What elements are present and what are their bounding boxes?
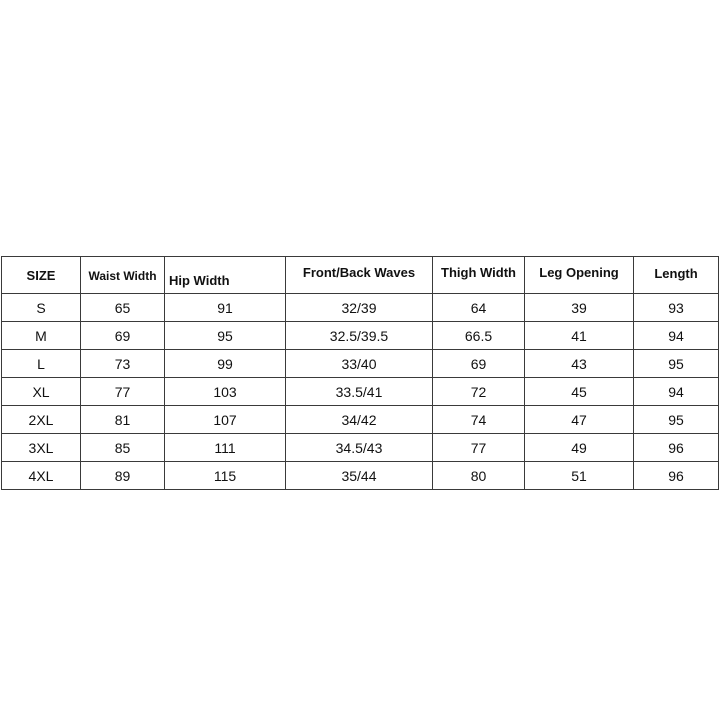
cell-leg-opening: 43 xyxy=(525,350,634,378)
cell-thigh-width: 69 xyxy=(433,350,525,378)
cell-length: 94 xyxy=(634,378,719,406)
cell-thigh-width: 66.5 xyxy=(433,322,525,350)
cell-length: 93 xyxy=(634,294,719,322)
cell-front-back-waves: 34.5/43 xyxy=(286,434,433,462)
cell-leg-opening: 41 xyxy=(525,322,634,350)
cell-hip-width: 91 xyxy=(165,294,286,322)
cell-size: 2XL xyxy=(2,406,81,434)
cell-front-back-waves: 33/40 xyxy=(286,350,433,378)
cell-size: XL xyxy=(2,378,81,406)
cell-length: 96 xyxy=(634,462,719,490)
cell-waist-width: 77 xyxy=(81,378,165,406)
cell-leg-opening: 51 xyxy=(525,462,634,490)
cell-length: 96 xyxy=(634,434,719,462)
cell-size: 4XL xyxy=(2,462,81,490)
cell-length: 94 xyxy=(634,322,719,350)
cell-waist-width: 65 xyxy=(81,294,165,322)
cell-waist-width: 85 xyxy=(81,434,165,462)
cell-hip-width: 99 xyxy=(165,350,286,378)
cell-hip-width: 111 xyxy=(165,434,286,462)
header-hip-width: Hip Width xyxy=(165,257,286,294)
table-row xyxy=(2,322,719,350)
table-row xyxy=(2,406,719,434)
cell-thigh-width: 72 xyxy=(433,378,525,406)
cell-thigh-width: 77 xyxy=(433,434,525,462)
cell-waist-width: 89 xyxy=(81,462,165,490)
size-chart-table xyxy=(1,256,719,490)
table-row xyxy=(2,434,719,462)
cell-hip-width: 95 xyxy=(165,322,286,350)
cell-size: S xyxy=(2,294,81,322)
cell-hip-width: 103 xyxy=(165,378,286,406)
table-row xyxy=(2,462,719,490)
cell-thigh-width: 80 xyxy=(433,462,525,490)
table-row xyxy=(2,378,719,406)
header-size: SIZE xyxy=(2,257,81,294)
cell-size: M xyxy=(2,322,81,350)
header-front-back-waves: Front/Back Waves xyxy=(286,257,433,294)
cell-size: L xyxy=(2,350,81,378)
header-leg-opening: Leg Opening xyxy=(525,257,634,294)
cell-front-back-waves: 32.5/39.5 xyxy=(286,322,433,350)
cell-waist-width: 69 xyxy=(81,322,165,350)
header-waist-width: Waist Width xyxy=(81,257,165,294)
cell-front-back-waves: 33.5/41 xyxy=(286,378,433,406)
cell-thigh-width: 64 xyxy=(433,294,525,322)
cell-size: 3XL xyxy=(2,434,81,462)
cell-leg-opening: 39 xyxy=(525,294,634,322)
size-chart-body xyxy=(2,257,719,490)
cell-leg-opening: 45 xyxy=(525,378,634,406)
header-thigh-width: Thigh Width xyxy=(433,257,525,294)
cell-leg-opening: 49 xyxy=(525,434,634,462)
table-row xyxy=(2,350,719,378)
cell-length: 95 xyxy=(634,350,719,378)
cell-waist-width: 73 xyxy=(81,350,165,378)
cell-thigh-width: 74 xyxy=(433,406,525,434)
cell-front-back-waves: 34/42 xyxy=(286,406,433,434)
cell-waist-width: 81 xyxy=(81,406,165,434)
header-length: Length xyxy=(634,257,719,294)
cell-hip-width: 107 xyxy=(165,406,286,434)
header-row xyxy=(2,257,719,294)
cell-leg-opening: 47 xyxy=(525,406,634,434)
table-row xyxy=(2,294,719,322)
cell-front-back-waves: 35/44 xyxy=(286,462,433,490)
cell-front-back-waves: 32/39 xyxy=(286,294,433,322)
cell-hip-width: 115 xyxy=(165,462,286,490)
cell-length: 95 xyxy=(634,406,719,434)
